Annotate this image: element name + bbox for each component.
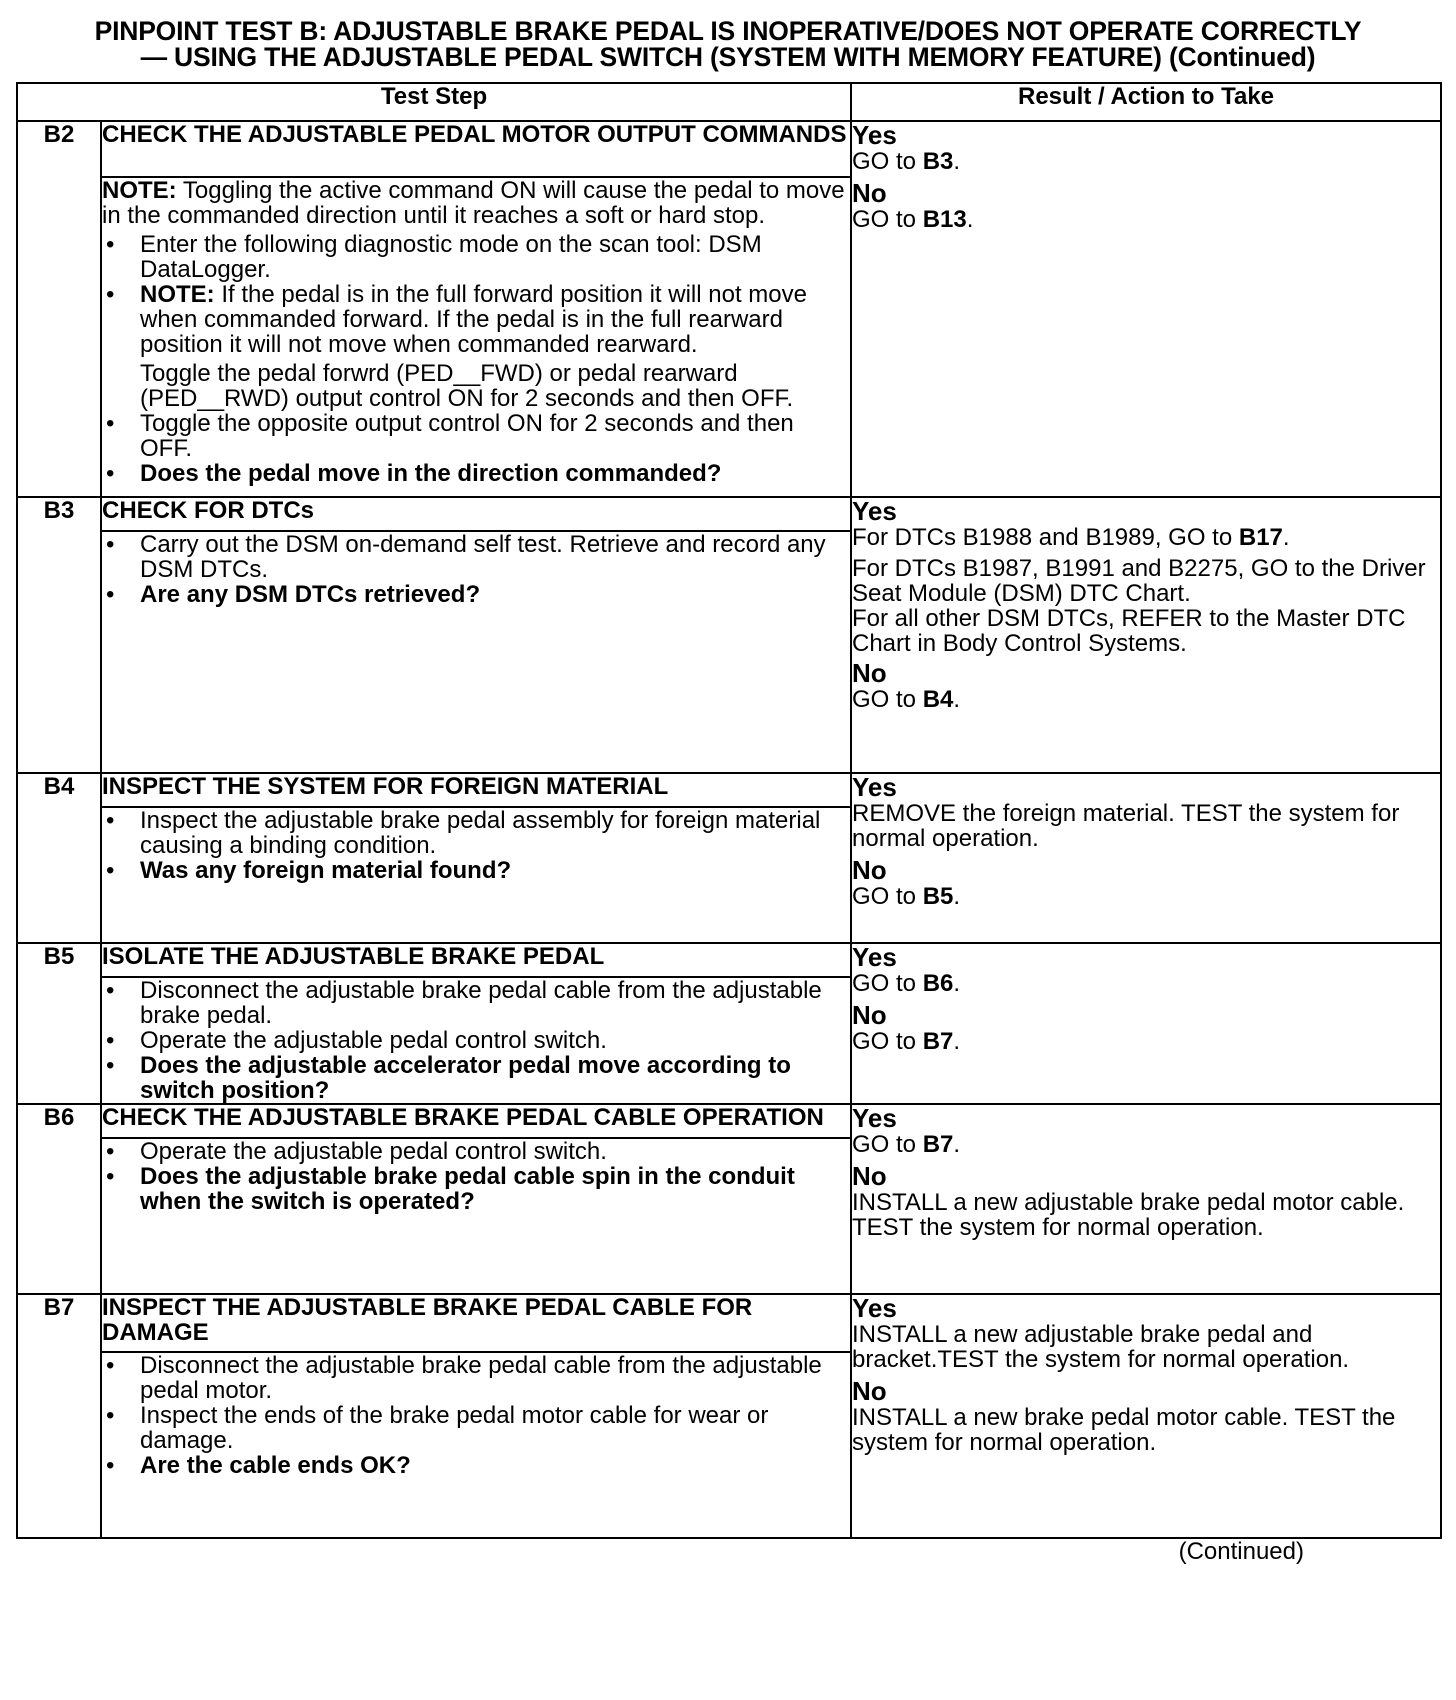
step-b7-bullet-2: • Inspect the ends of the brake pedal motor cable for wear or damage.	[102, 1403, 850, 1453]
step-b7-id: B7	[17, 1294, 101, 1538]
step-b2-bullet-2-cont: Toggle the pedal forwrd (PED__FWD) or pedal rearward (PED__RWD) output control ON for 2 seconds and then OFF.	[140, 360, 794, 412]
yes-label: Yes	[852, 1293, 897, 1323]
step-b6-result	[851, 1104, 1441, 1294]
header-test-step: Test Step	[17, 83, 851, 121]
step-b7-bullet-3: • Are the cable ends OK?	[102, 1453, 850, 1478]
step-b5-id: B5	[17, 943, 101, 1104]
no-label: No	[852, 658, 887, 688]
step-b5-body	[101, 977, 851, 1104]
step-b3-bullet-2: • Are any DSM DTCs retrieved?	[102, 582, 850, 607]
yes-label: Yes	[852, 772, 897, 802]
no-label: No	[852, 1161, 887, 1191]
step-b7-bullet-1: • Disconnect the adjustable brake pedal cable from the adjustable pedal motor.	[102, 1353, 850, 1403]
step-b3-no-action: GO to B4.	[852, 686, 961, 713]
step-b3-body	[101, 531, 851, 773]
step-b2-id: B2	[17, 121, 101, 497]
step-b2-bullet-3: • Toggle the opposite output control ON for 2 seconds and then OFF.	[102, 411, 850, 461]
step-b5-title: ISOLATE THE ADJUSTABLE BRAKE PEDAL	[101, 943, 851, 977]
step-b2-bullet-4: • Does the pedal move in the direction commanded?	[102, 461, 850, 486]
step-b3-yes-line-3: For all other DSM DTCs, REFER to the Master DTC Chart in Body Control Systems.	[852, 605, 1406, 657]
step-b2-result	[851, 121, 1441, 497]
step-b5-yes-action: GO to B6.	[852, 970, 961, 997]
step-b2-yes-action: GO to B3.	[852, 148, 961, 175]
step-b4-result	[851, 773, 1441, 943]
step-b2-note: NOTE: Toggling the active command ON will cause the pedal to move in the commanded direction until it reaches a soft or hard stop.	[102, 177, 845, 229]
step-b6-bullet-1: • Operate the adjustable pedal control switch.	[102, 1139, 850, 1164]
step-b6-yes-target: B7	[922, 1131, 954, 1158]
step-b4-bullet-2: • Was any foreign material found?	[102, 858, 850, 883]
step-b7-body	[101, 1352, 851, 1538]
step-b2-body	[101, 177, 851, 497]
step-b4-yes-action: REMOVE the foreign material. TEST the system for normal operation.	[852, 800, 1400, 852]
step-b5-yes-target: B6	[922, 970, 954, 997]
header-result: Result / Action to Take	[851, 83, 1441, 121]
yes-label: Yes	[852, 120, 897, 150]
step-b3-yes-line-1: For DTCs B1988 and B1989, GO to B17.	[852, 524, 1290, 551]
step-b3-yes-line-2: For DTCs B1987, B1991 and B2275, GO to the Driver Seat Module (DSM) DTC Chart.	[852, 555, 1426, 607]
step-b3-id: B3	[17, 497, 101, 773]
step-b4-title-row	[17, 773, 1441, 807]
pinpoint-test-table	[16, 82, 1442, 1539]
step-b4-body	[101, 807, 851, 943]
step-b5-bullet-2: • Operate the adjustable pedal control switch.	[102, 1028, 850, 1053]
no-label: No	[852, 178, 887, 208]
step-b5-result	[851, 943, 1441, 1104]
step-b4-no-target: B5	[922, 883, 954, 910]
step-b4-id: B4	[17, 773, 101, 943]
step-b2-yes-target: B3	[922, 148, 954, 175]
step-b6-yes-action: GO to B7.	[852, 1131, 961, 1158]
step-b6-bullet-2: • Does the adjustable brake pedal cable spin in the conduit when the switch is operated?	[102, 1164, 850, 1214]
no-label: No	[852, 1376, 887, 1406]
step-b7-result	[851, 1294, 1441, 1538]
step-b4-no-action: GO to B5.	[852, 883, 961, 910]
no-label: No	[852, 1000, 887, 1030]
step-b5-no-target: B7	[922, 1028, 954, 1055]
step-b6-title-row	[17, 1104, 1441, 1138]
step-b6-no-action: INSTALL a new adjustable brake pedal motor cable. TEST the system for normal operation.	[852, 1189, 1405, 1241]
step-b3-title: CHECK FOR DTCs	[101, 497, 851, 531]
step-b5-title-row	[17, 943, 1441, 977]
step-b5-bullet-1: • Disconnect the adjustable brake pedal cable from the adjustable brake pedal.	[102, 978, 850, 1028]
step-b7-title-row	[17, 1294, 1441, 1352]
step-b3-bullet-1: • Carry out the DSM on-demand self test. Retrieve and record any DSM DTCs.	[102, 532, 850, 582]
step-b3-no-target: B4	[922, 686, 954, 713]
step-b2-bullet-2: • NOTE: If the pedal is in the full forward position it will not move when commanded forward. If the pedal is in the full rearward position it will not move when commanded rearward.	[102, 282, 850, 357]
title-line-1: PINPOINT TEST B: ADJUSTABLE BRAKE PEDAL IS INOPERATIVE/DOES NOT OPERATE CORRECTLY	[94, 16, 1362, 46]
step-b2-title: CHECK THE ADJUSTABLE PEDAL MOTOR OUTPUT COMMANDS	[101, 121, 851, 177]
step-b2-title-row	[17, 121, 1441, 177]
step-b4-bullet-1: • Inspect the adjustable brake pedal assembly for foreign material causing a binding condition.	[102, 808, 850, 858]
step-b6-title: CHECK THE ADJUSTABLE BRAKE PEDAL CABLE OPERATION	[101, 1104, 851, 1138]
table-header-row	[17, 83, 1441, 121]
title-line-2: — USING THE ADJUSTABLE PEDAL SWITCH (SYSTEM WITH MEMORY FEATURE) (Continued)	[140, 42, 1316, 72]
step-b5-bullet-3: • Does the adjustable accelerator pedal move according to switch position?	[102, 1053, 850, 1103]
step-b3-result	[851, 497, 1441, 773]
continued-label: (Continued)	[1178, 1538, 1304, 1565]
step-b7-title: INSPECT THE ADJUSTABLE BRAKE PEDAL CABLE FOR DAMAGE	[101, 1294, 851, 1352]
step-b2-no-action: GO to B13.	[852, 206, 974, 233]
step-b2-no-target: B13	[922, 206, 967, 233]
step-b4-title: INSPECT THE SYSTEM FOR FOREIGN MATERIAL	[101, 773, 851, 807]
step-b5-no-action: GO to B7.	[852, 1028, 961, 1055]
page-title	[0, 18, 1456, 70]
step-b6-body	[101, 1138, 851, 1294]
step-b6-id: B6	[17, 1104, 101, 1294]
step-b2-bullet-1: • Enter the following diagnostic mode on the scan tool: DSM DataLogger.	[102, 232, 850, 282]
step-b7-yes-action: INSTALL a new adjustable brake pedal and bracket.TEST the system for normal operation.	[852, 1321, 1350, 1373]
yes-label: Yes	[852, 496, 897, 526]
yes-label: Yes	[852, 1103, 897, 1133]
yes-label: Yes	[852, 942, 897, 972]
step-b3-title-row	[17, 497, 1441, 531]
step-b7-no-action: INSTALL a new brake pedal motor cable. TEST the system for normal operation.	[852, 1404, 1396, 1456]
no-label: No	[852, 855, 887, 885]
